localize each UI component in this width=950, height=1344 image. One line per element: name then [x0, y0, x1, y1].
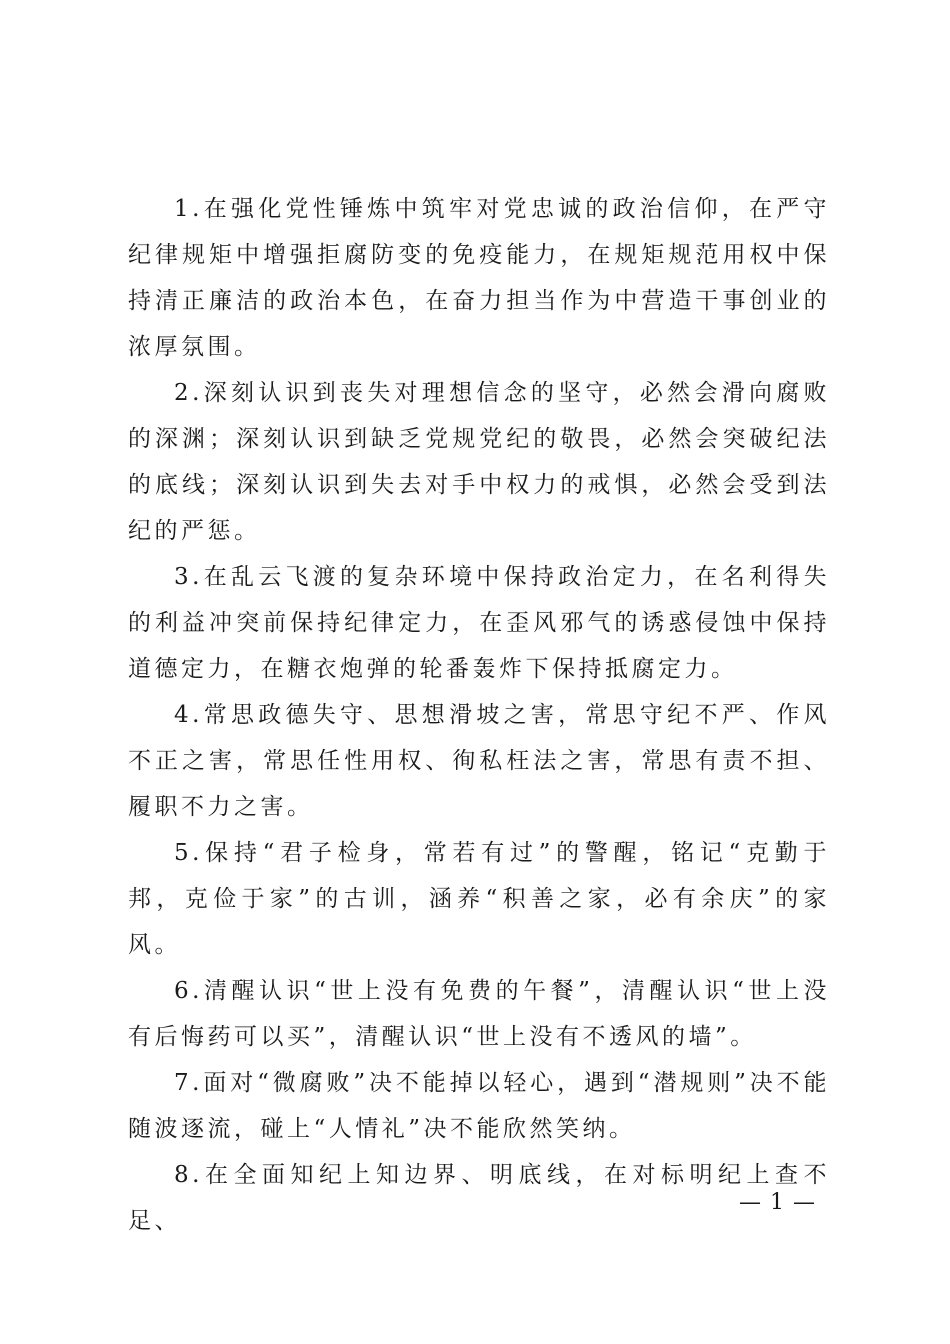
- paragraph-1: 1.在强化党性锤炼中筑牢对党忠诚的政治信仰，在严守纪律规矩中增强拒腐防变的免疫能力，在规矩规范用权中保持清正廉洁的政治本色，在奋力担当作为中营造干事创业的浓厚氛围。: [128, 196, 830, 360]
- document-body: [128, 186, 830, 1244]
- paragraph-3: 3.在乱云飞渡的复杂环境中保持政治定力，在名利得失的利益冲突前保持纪律定力，在歪风邪气的诱惑侵蚀中保持道德定力，在糖衣炮弹的轮番轰炸下保持抵腐定力。: [128, 564, 830, 682]
- page-number: — 1 —: [739, 1190, 816, 1215]
- paragraph-4: 4.常思政德失守、思想滑坡之害，常思守纪不严、作风不正之害，常思任性用权、徇私枉法之害，常思有责不担、履职不力之害。: [128, 702, 830, 820]
- paragraph-5: 5.保持“君子检身，常若有过”的警醒，铭记“克勤于邦，克俭于家”的古训，涵养“积善之家，必有余庆”的家风。: [128, 840, 830, 958]
- paragraph-8: 8.在全面知纪上知边界、明底线，在对标明纪上查不足、: [128, 1162, 830, 1234]
- paragraph-7: 7.面对“微腐败”决不能掉以轻心，遇到“潜规则”决不能随波逐流，碰上“人情礼”决不能欣然笑纳。: [128, 1070, 830, 1142]
- paragraph-2: 2.深刻认识到丧失对理想信念的坚守，必然会滑向腐败的深渊；深刻认识到缺乏党规党纪的敬畏，必然会突破纪法的底线；深刻认识到失去对手中权力的戒惧，必然会受到法纪的严惩。: [128, 380, 830, 544]
- paragraph-6: 6.清醒认识“世上没有免费的午餐”，清醒认识“世上没有后悔药可以买”，清醒认识“世上没有不透风的墙”。: [128, 978, 830, 1050]
